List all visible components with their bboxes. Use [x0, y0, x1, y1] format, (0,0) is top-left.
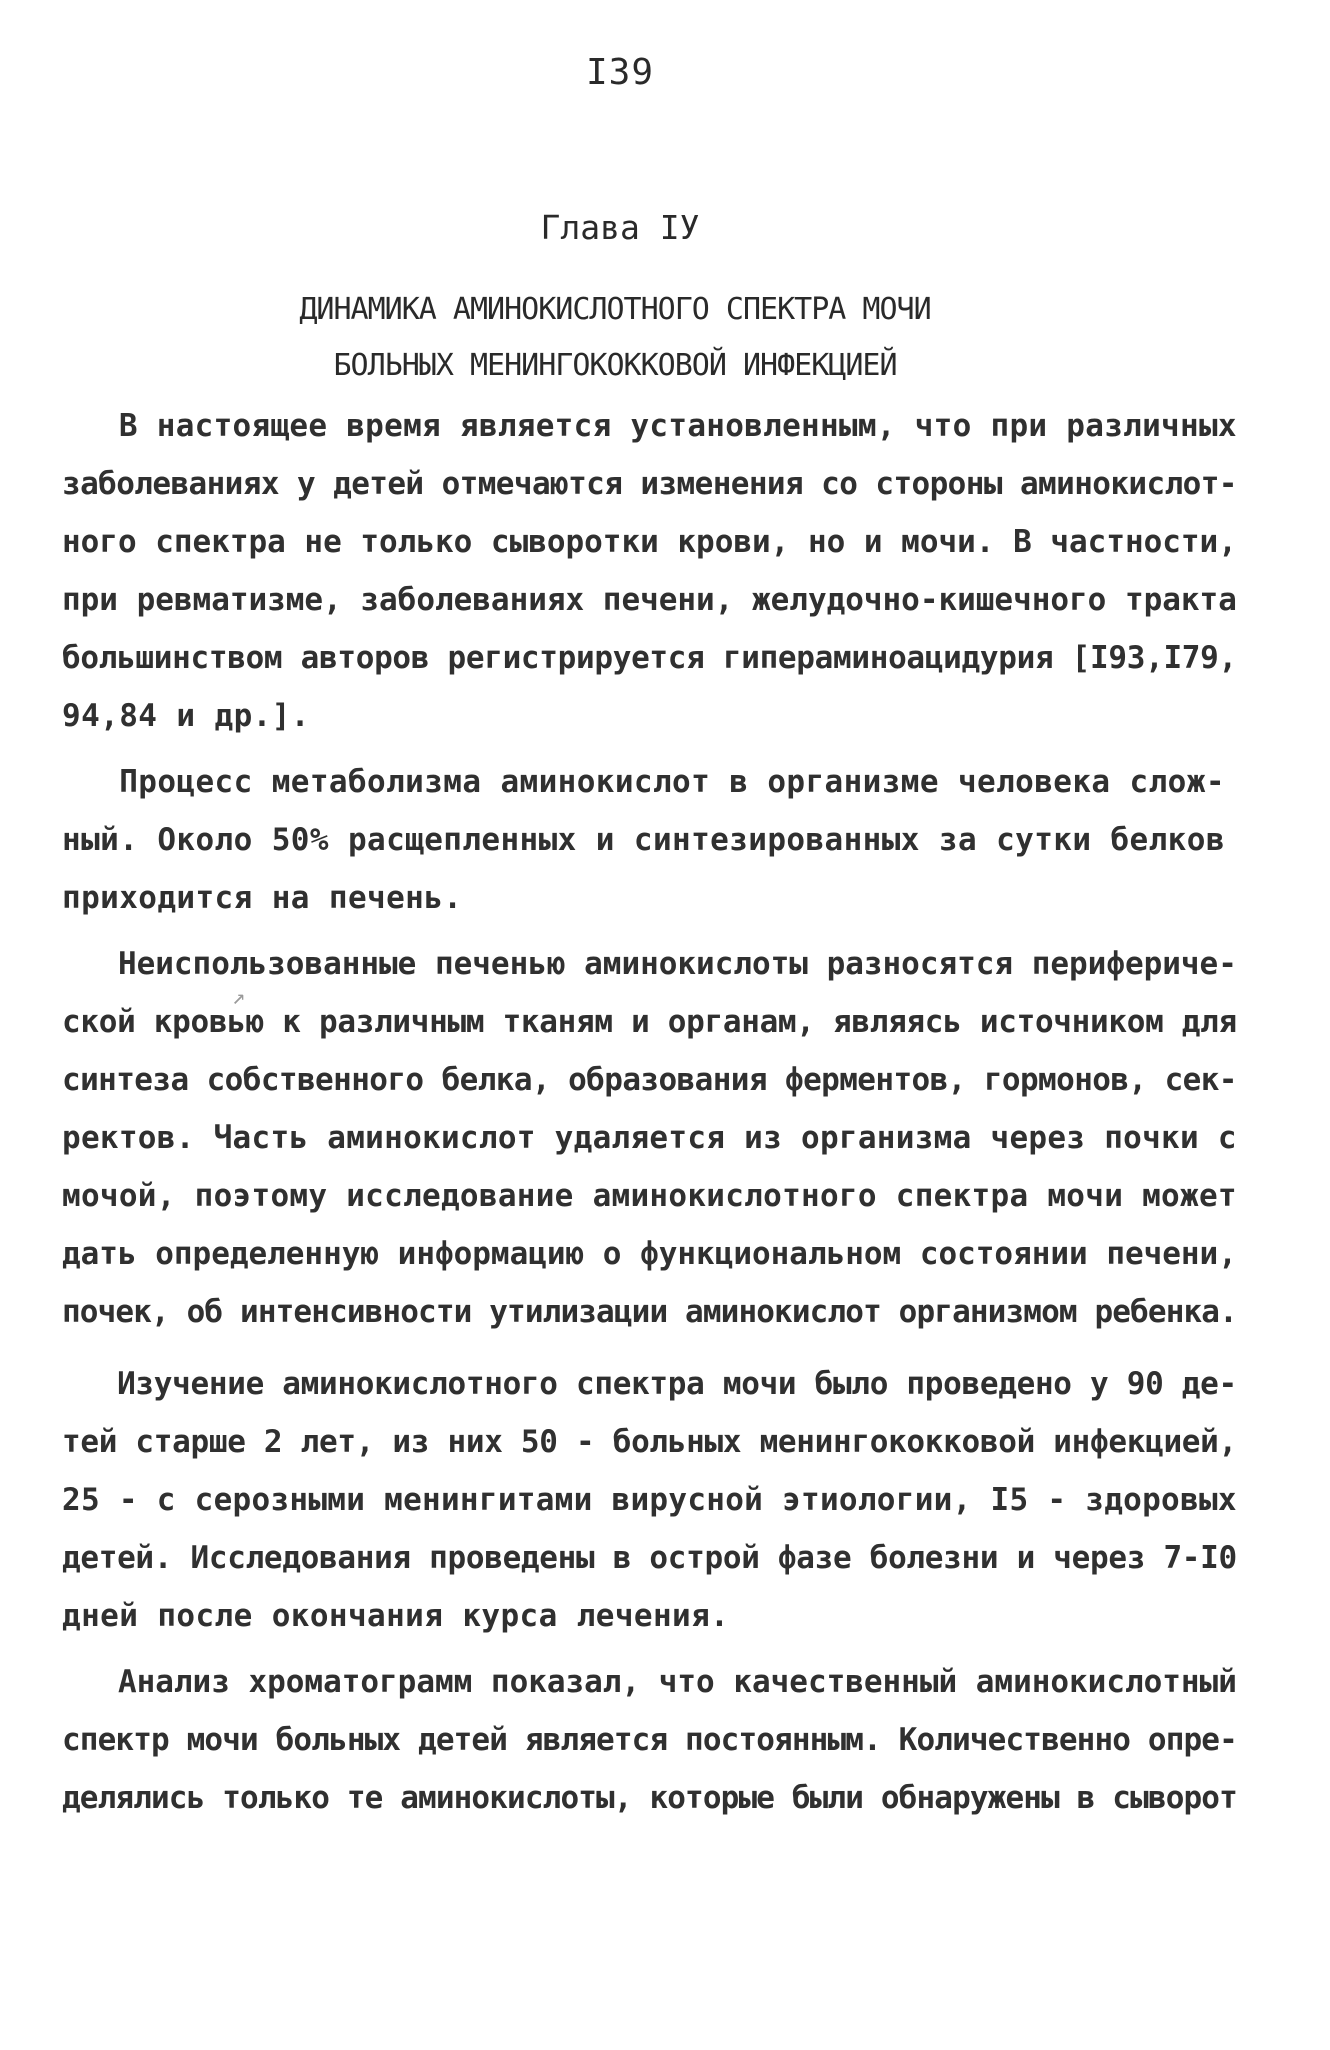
body-text-line: 25 - с серозными менингитами вирусной этиологии, I5 - здоровых [62, 1482, 1237, 1518]
body-text-line: детей. Исследования проведены в острой фазе болезни и через 7-I0 [62, 1540, 1237, 1576]
chapter-title [0, 282, 1230, 394]
body-text-line: делялись только те аминокислоты, которые были обнаружены в сыворот [62, 1780, 1237, 1816]
body-text-line: при ревматизме, заболеваниях печени, желудочно-кишечного тракта [62, 582, 1237, 618]
body-text-line: дней после окончания курса лечения. [62, 1598, 730, 1634]
body-text-line: приходится на печень. [62, 880, 463, 916]
body-text-line: Неиспользованные печенью аминокислоты разносятся перифериче- [62, 946, 1237, 982]
body-text-line: ный. Около 50% расщепленных и синтезированных за сутки белков [62, 822, 1225, 858]
body-text-line: Процесс метаболизма аминокислот в организме человека слож- [62, 764, 1225, 800]
body-text-line: дать определенную информацию о функциональном состоянии печени, [62, 1236, 1237, 1272]
body-text-line: почек, об интенсивности утилизации аминокислот организмом ребенка. [62, 1294, 1237, 1330]
chapter-label: Глава IУ [540, 208, 700, 247]
body-text-line: В настоящее время является установленным, что при различных [62, 408, 1237, 444]
chapter-title-line: ДИНАМИКА АМИНОКИСЛОТНОГО СПЕКТРА МОЧИ [299, 292, 931, 327]
body-text-line: мочой, поэтому исследование аминокислотного спектра мочи может [62, 1178, 1237, 1214]
page-number: I39 [585, 52, 655, 93]
body-text-line: заболеваниях у детей отмечаются изменения со стороны аминокислот- [62, 466, 1237, 502]
body-text-line: ской кровью к различным тканям и органам, являясь источником для [62, 1004, 1237, 1040]
body-text-line: ного спектра не только сыворотки крови, но и мочи. В частности, [62, 524, 1237, 560]
body-text-line: спектр мочи больных детей является постоянным. Количественно опре- [62, 1722, 1237, 1758]
body-text-line: тей старше 2 лет, из них 50 - больных менингококковой инфекцией, [62, 1424, 1237, 1460]
body-text-line: 94,84 и др.]. [62, 698, 310, 734]
body-text-line: синтеза собственного белка, образования ферментов, гормонов, сек- [62, 1062, 1237, 1098]
body-text-line: большинством авторов регистрируется гипераминоацидурия [I93,I79, [62, 640, 1237, 676]
body-text-line: Изучение аминокислотного спектра мочи было проведено у 90 де- [62, 1366, 1237, 1402]
margin-mark: ↗ [232, 985, 246, 1010]
chapter-title-line: БОЛЬНЫХ МЕНИНГОКОККОВОЙ ИНФЕКЦИЕЙ [333, 348, 897, 383]
body-text-line: ректов. Часть аминокислот удаляется из организма через почки с [62, 1120, 1237, 1156]
body-text-line: Анализ хроматограмм показал, что качественный аминокислотный [62, 1664, 1237, 1700]
